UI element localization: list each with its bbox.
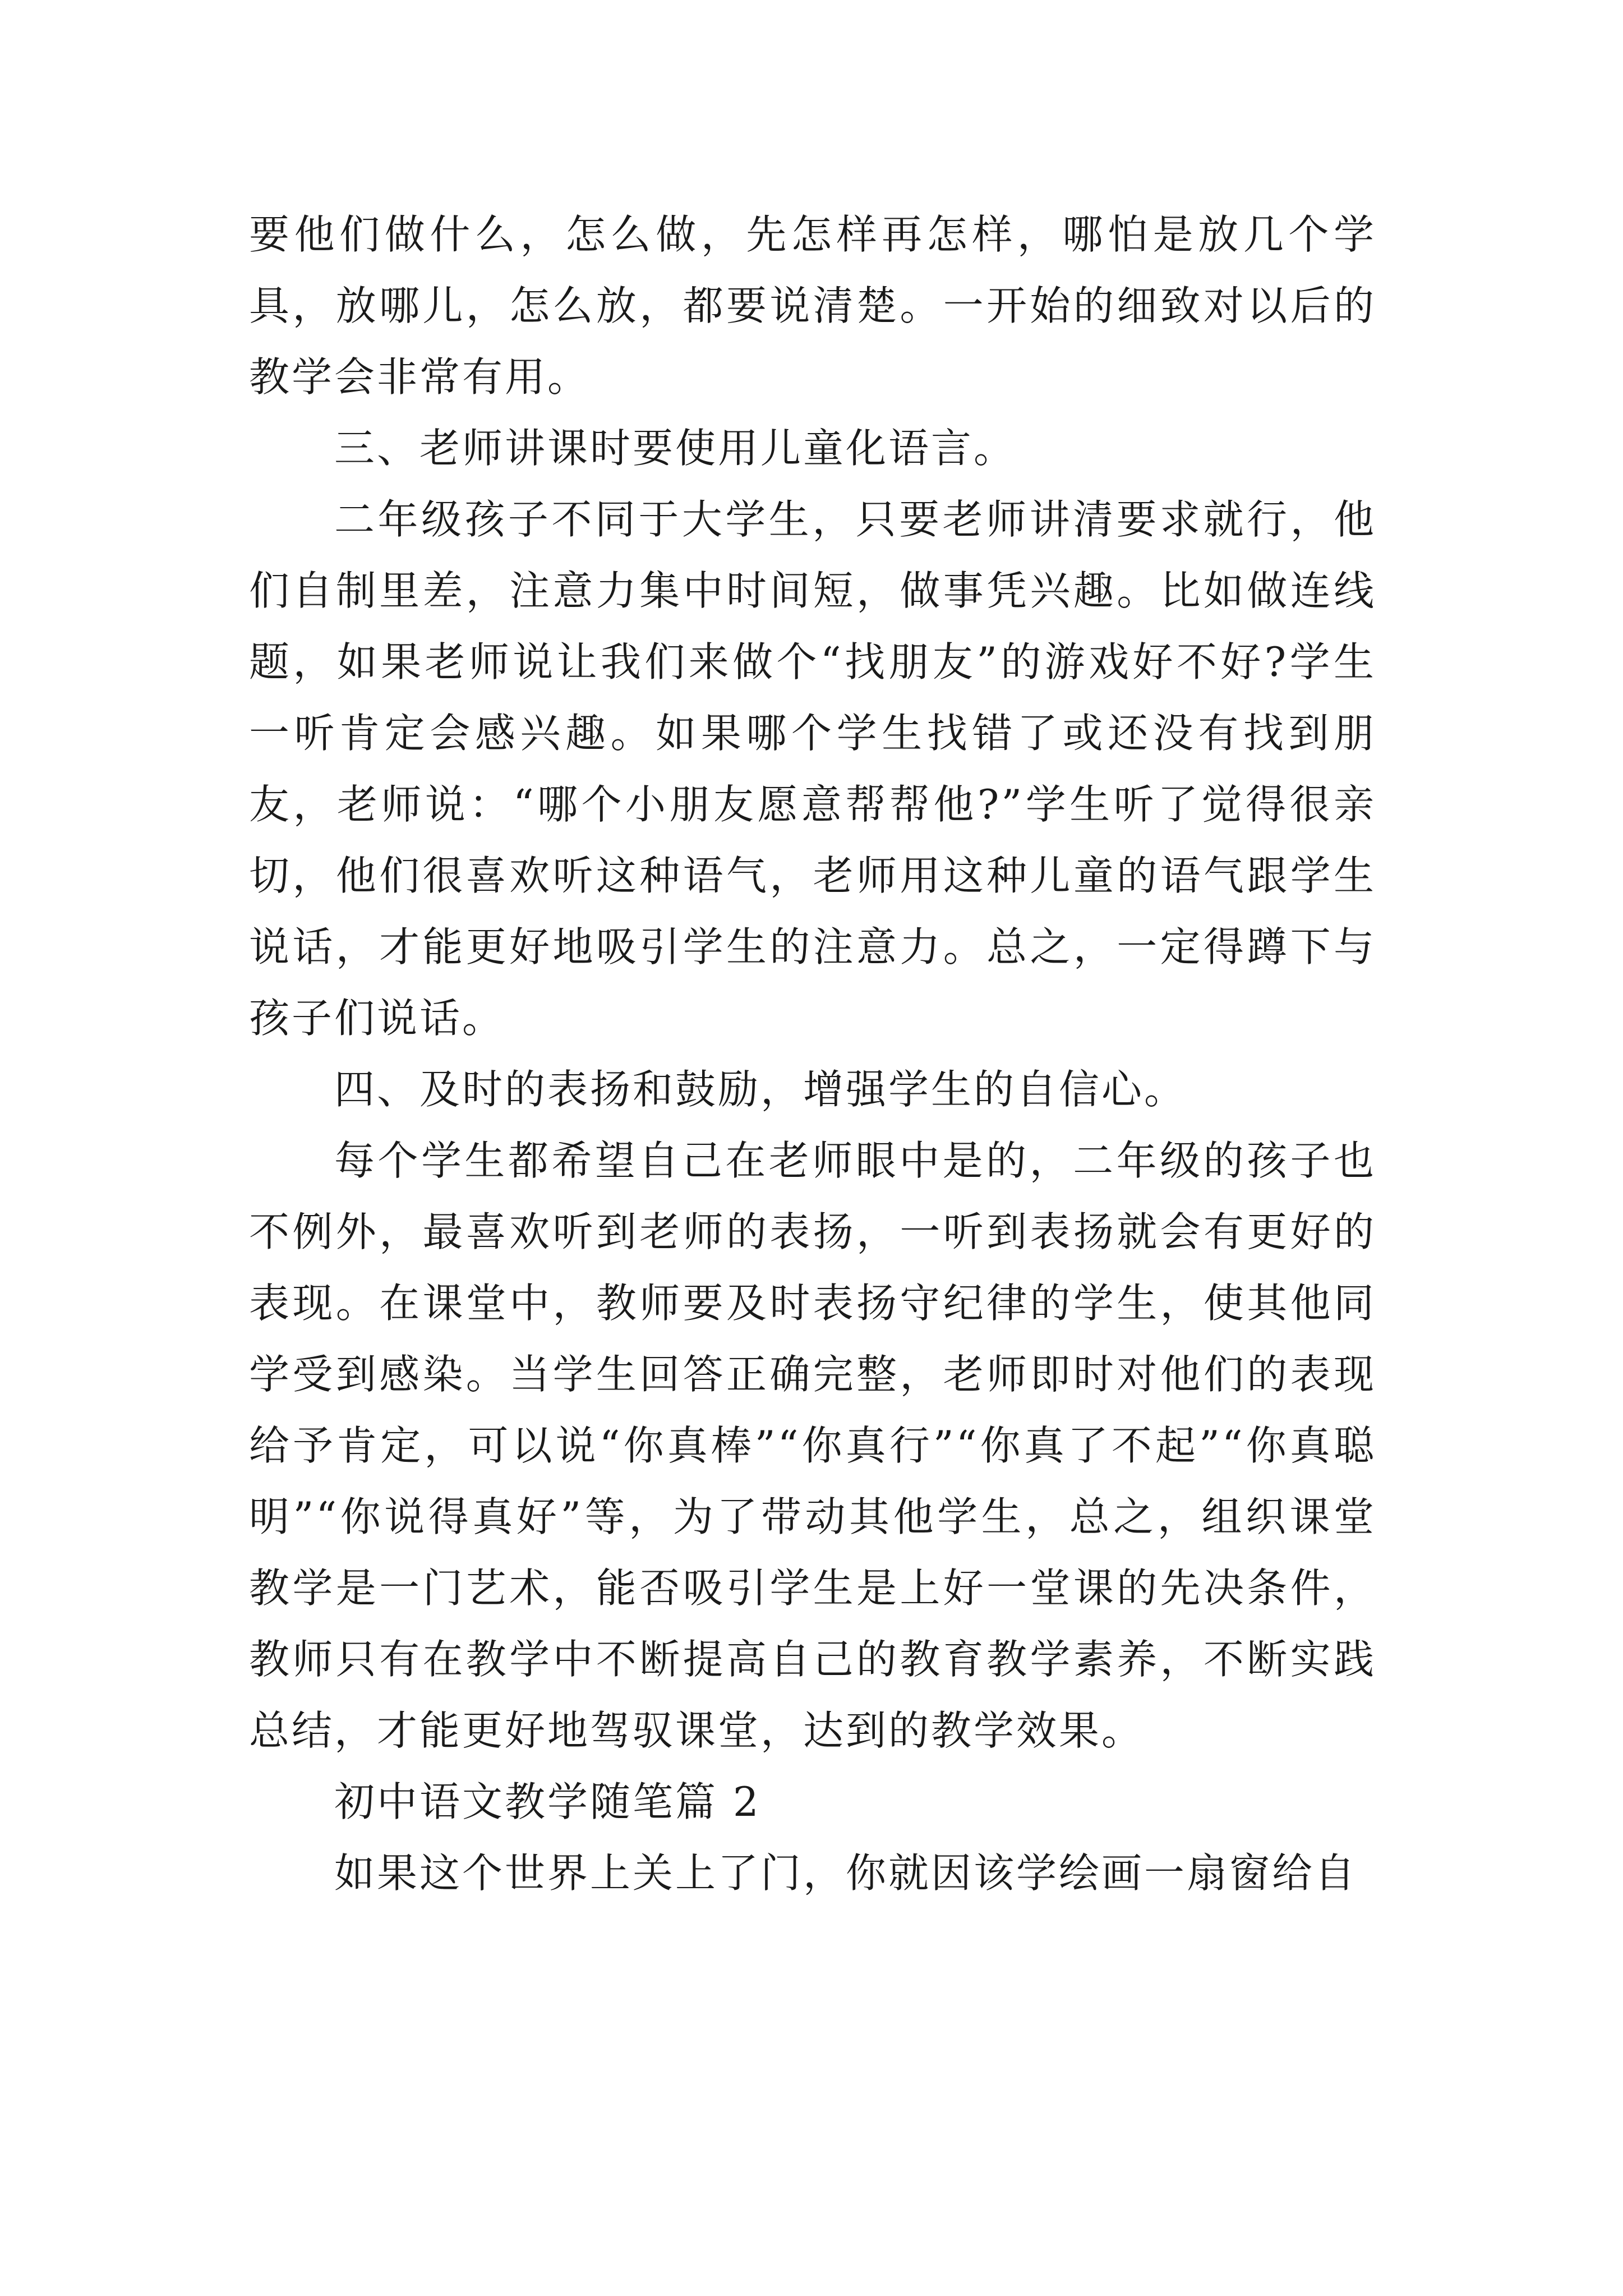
paragraph-section-four-body: 每个学生都希望自己在老师眼中是的，二年级的孩子也不例外，最喜欢听到老师的表扬，一听到表扬就会有更好的表现。在课堂中，教师要及时表扬守纪律的学生，使其他同学受到感染。当学生回答正确完整，老师即时对他们的表现给予肯定，可以说“你真棒”“你真行”“你真了不起”“你真聪明”“你说得真好”等，为了带动其他学生，总之，组织课堂教学是一门艺术，能否吸引学生是上好一堂课的先决条件，教师只有在教学中不断提高自己的教育教学素养，不断实践总结，才能更好地驾驭课堂，达到的教学效果。	[249, 1137, 1376, 1754]
paragraph-section-three-body: 二年级孩子不同于大学生，只要老师讲清要求就行，他们自制里差，注意力集中时间短，做事凭兴趣。比如做连线题，如果老师说让我们来做个“找朋友”的游戏好不好?学生一听肯定会感兴趣。如果哪个学生找错了或还没有找到朋友，老师说：“哪个小朋友愿意帮帮他?”学生听了觉得很亲切，他们很喜欢听这种语气，老师用这种儿童的语气跟学生说话，才能更好地吸引学生的注意力。总之，一定得蹲下与孩子们说话。	[249, 496, 1376, 1042]
heading-section-three: 三、老师讲课时要使用儿童化语言。	[334, 425, 1017, 472]
heading-section-four: 四、及时的表扬和鼓励，增强学生的自信心。	[334, 1066, 1187, 1113]
article-title-part-2: 初中语文教学随笔篇 2	[334, 1778, 761, 1825]
document-body	[249, 199, 1376, 1909]
paragraph-continuation: 要他们做什么，怎么做，先怎样再怎样，哪怕是放几个学具，放哪儿，怎么放，都要说清楚。一开始的细致对以后的教学会非常有用。	[249, 211, 1376, 401]
paragraph-article-2-opening: 如果这个世界上关上了门，你就因该学绘画一扇窗给自	[334, 1849, 1358, 1897]
